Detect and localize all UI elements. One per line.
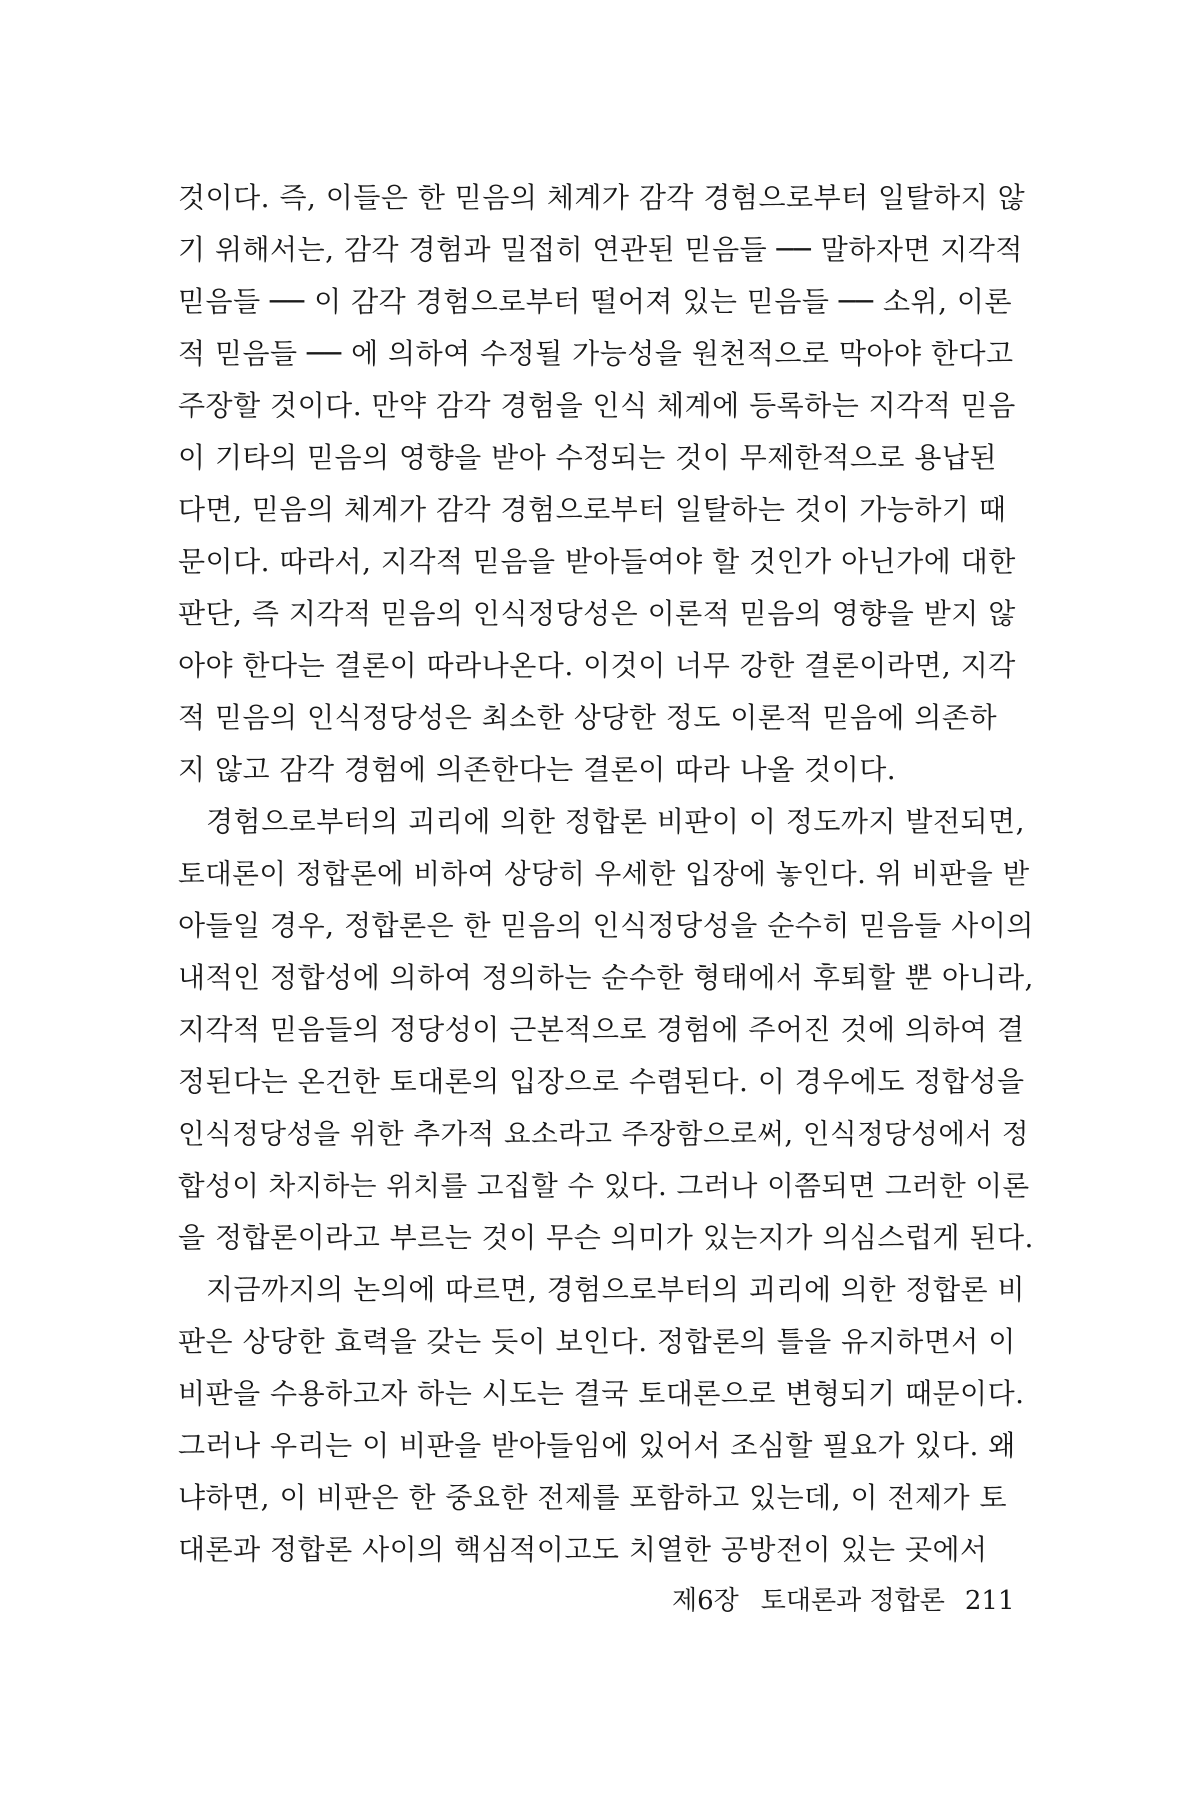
- text-line: 정된다는 온건한 토대론의 입장으로 수렴된다. 이 경우에도 정합성을: [178, 1065, 1025, 1098]
- text-line: 이 기타의 믿음의 영향을 받아 수정되는 것이 무제한적으로 용납된: [178, 441, 998, 474]
- text-line: 내적인 정합성에 의하여 정의하는 순수한 형태에서 후퇴할 뿐 아니라,: [178, 961, 1034, 994]
- running-footer: [672, 1581, 1015, 1621]
- text-line: 판은 상당한 효력을 갖는 듯이 보인다. 정합론의 틀을 유지하면서 이: [178, 1325, 1016, 1358]
- text-line: 기 위해서는, 감각 경험과 밀접히 연관된 믿음들 ── 말하자면 지각적: [178, 233, 1023, 266]
- text-line: 믿음들 ── 이 감각 경험으로부터 떨어져 있는 믿음들 ── 소위, 이론: [178, 285, 1012, 318]
- text-line: 그러나 우리는 이 비판을 받아들임에 있어서 조심할 필요가 있다. 왜: [178, 1429, 1016, 1462]
- text-line: 비판을 수용하고자 하는 시도는 결국 토대론으로 변형되기 때문이다.: [178, 1377, 1025, 1410]
- text-line: 토대론이 정합론에 비하여 상당히 우세한 입장에 놓인다. 위 비판을 받: [178, 858, 1030, 890]
- text-line: 다면, 믿음의 체계가 감각 경험으로부터 일탈하는 것이 가능하기 때: [178, 493, 1007, 526]
- paragraph-start-line: 경험으로부터의 괴리에 의한 정합론 비판이 이 정도까지 발전되면,: [206, 805, 1026, 838]
- text-line: 적 믿음의 인식정당성은 최소한 상당한 정도 이론적 믿음에 의존하: [178, 701, 998, 734]
- text-line: 주장할 것이다. 만약 감각 경험을 인식 체계에 등록하는 지각적 믿음: [178, 389, 1016, 422]
- text-line: 문이다. 따라서, 지각적 믿음을 받아들여야 할 것인가 아닌가에 대한: [178, 545, 1016, 578]
- text-line: 을 정합론이라고 부르는 것이 무슨 의미가 있는지가 의심스럽게 된다.: [178, 1221, 1034, 1254]
- text-line: 지각적 믿음들의 정당성이 근본적으로 경험에 주어진 것에 의하여 결: [178, 1013, 1025, 1046]
- text-line: 판단, 즉 지각적 믿음의 인식정당성은 이론적 믿음의 영향을 받지 않: [178, 597, 1016, 630]
- footer-chapter: 제6장: [672, 1586, 739, 1616]
- text-line: 대론과 정합론 사이의 핵심적이고도 치열한 공방전이 있는 곳에서: [178, 1533, 988, 1566]
- text-line: 인식정당성을 위한 추가적 요소라고 주장함으로써, 인식정당성에서 정: [178, 1118, 1029, 1150]
- text-line: 아야 한다는 결론이 따라나온다. 이것이 너무 강한 결론이라면, 지각: [178, 649, 1016, 682]
- footer-chapter-title: 토대론과 정합론: [760, 1586, 945, 1616]
- text-line: 적 믿음들 ── 에 의하여 수정될 가능성을 원천적으로 막아야 한다고: [178, 337, 1014, 370]
- text-line: 지 않고 감각 경험에 의존한다는 결론이 따라 나올 것이다.: [178, 753, 897, 786]
- text-line: 합성이 차지하는 위치를 고집할 수 있다. 그러나 이쯤되면 그러한 이론: [178, 1170, 1030, 1202]
- page-number: 211: [964, 1586, 1015, 1616]
- text-line: 것이다. 즉, 이들은 한 믿음의 체계가 감각 경험으로부터 일탈하지 않: [178, 181, 1026, 214]
- paragraph-start-line: 지금까지의 논의에 따르면, 경험으로부터의 괴리에 의한 정합론 비: [206, 1273, 1026, 1306]
- text-line: 냐하면, 이 비판은 한 중요한 전제를 포함하고 있는데, 이 전제가 토: [178, 1481, 1008, 1514]
- text-line: 아들일 경우, 정합론은 한 믿음의 인식정당성을 순수히 믿음들 사이의: [178, 909, 1034, 942]
